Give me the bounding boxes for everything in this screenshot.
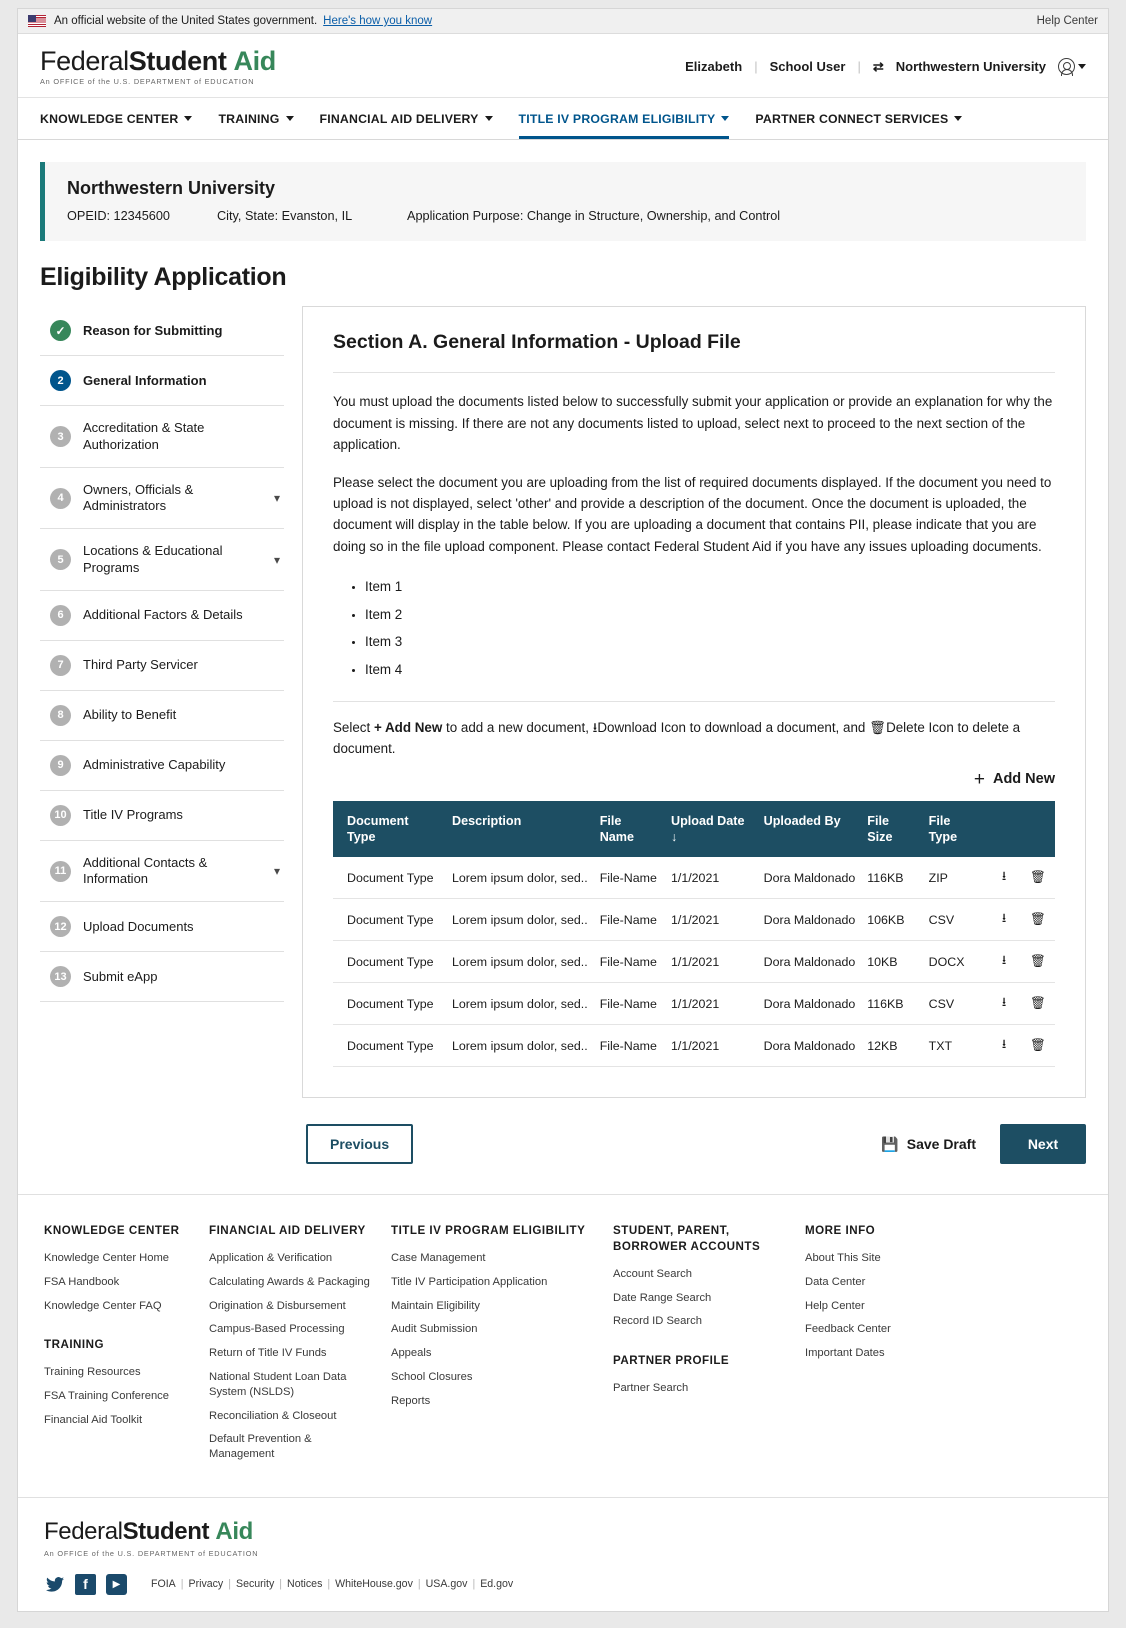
brand-word-federal: Federal: [40, 46, 129, 76]
chevron-down-icon: [286, 116, 294, 121]
column-header-delete: [1021, 801, 1055, 858]
nav-partner-connect-services[interactable]: [755, 98, 962, 139]
save-icon: 💾: [881, 1135, 899, 1152]
cell-upload-date: 1/1/2021: [665, 899, 758, 941]
gov-banner-text: An official website of the United States government.: [54, 15, 318, 27]
footer-link[interactable]: FSA Training Conference: [44, 1389, 169, 1402]
step-label: Third Party Servicer: [83, 657, 198, 673]
footer-link[interactable]: Reconciliation & Closeout: [209, 1409, 337, 1422]
site-header: [18, 34, 1108, 98]
sidebar-item-submit-eapp[interactable]: [40, 952, 284, 1002]
cell-description: Lorem ipsum dolor, sed..: [446, 857, 594, 899]
footer-link[interactable]: Application & Verification: [209, 1252, 333, 1265]
nav-knowledge-center[interactable]: [40, 98, 192, 139]
column-header-download: [987, 801, 1021, 858]
cell-document-type: Document Type: [333, 1025, 446, 1067]
sidebar-item-locations-educational-programs[interactable]: [40, 529, 284, 591]
sidebar-item-reason-for-submitting[interactable]: [40, 306, 284, 356]
header-organization: Northwestern University: [895, 59, 1046, 75]
switch-organization-icon[interactable]: ⇄: [872, 58, 884, 74]
footer-link[interactable]: Partner Search: [613, 1381, 689, 1394]
documents-table: [333, 801, 1055, 1068]
cell-file-type: DOCX: [923, 941, 987, 983]
required-document-list: [351, 573, 1055, 683]
legal-link-privacy[interactable]: Privacy: [188, 1578, 224, 1591]
government-banner: [18, 9, 1108, 34]
previous-button[interactable]: Previous: [306, 1124, 413, 1164]
footer-link[interactable]: Important Dates: [805, 1347, 885, 1360]
sidebar-item-accreditation-state-authorization[interactable]: [40, 406, 284, 468]
download-icon: ⭳: [592, 720, 598, 736]
footer-link[interactable]: Campus-Based Processing: [209, 1323, 345, 1336]
nav-label: TRAINING: [218, 111, 280, 126]
cell-file-type: CSV: [923, 983, 987, 1025]
legal-link-security[interactable]: Security: [236, 1578, 275, 1591]
chevron-down-icon[interactable]: ▾: [273, 864, 280, 879]
section-paragraph-1: You must upload the documents listed below to successfully submit your application or provide an explanation for why the document is missing. If there are not any documents listed to upload, select next to proceed to the next section of the application.: [333, 394, 1053, 453]
download-icon[interactable]: ⭳: [987, 899, 1021, 941]
cell-document-type: Document Type: [333, 857, 446, 899]
column-header-uploaded-by[interactable]: Uploaded By: [758, 801, 862, 858]
step-number-badge: 11: [50, 861, 71, 882]
cell-upload-date: 1/1/2021: [665, 1025, 758, 1067]
step-label: Ability to Benefit: [83, 707, 177, 723]
cell-document-type: Document Type: [333, 983, 446, 1025]
cell-file-name: File-Name: [594, 899, 665, 941]
download-icon[interactable]: ⭳: [987, 857, 1021, 899]
us-flag-icon: [28, 15, 46, 27]
header-user-role: School User: [769, 59, 846, 75]
footer-link[interactable]: Feedback Center: [805, 1323, 891, 1336]
step-label: Additional Contacts & Information: [83, 854, 208, 887]
step-label: Additional Factors & Details: [83, 607, 243, 623]
header-divider-1: |: [754, 59, 758, 75]
column-header-description[interactable]: Description: [446, 801, 594, 858]
cell-uploaded-by: Dora Maldonado: [758, 1025, 862, 1067]
facebook-icon[interactable]: f: [75, 1574, 96, 1595]
brand-word-aid: Aid: [215, 1517, 253, 1545]
sidebar-item-third-party-servicer[interactable]: [40, 641, 284, 691]
cell-file-type: TXT: [923, 1025, 987, 1067]
brand-tagline: An OFFICE of the U.S. DEPARTMENT of EDUCATION: [40, 77, 255, 86]
brand-word-student: Student: [122, 1517, 210, 1545]
table-row: [333, 983, 1055, 1025]
legal-link-edgov[interactable]: Ed.gov: [480, 1578, 514, 1591]
section-card: [302, 306, 1086, 1098]
table-row: [333, 857, 1055, 899]
footer-link[interactable]: Knowledge Center FAQ: [44, 1299, 162, 1312]
footer-link[interactable]: FSA Handbook: [44, 1275, 120, 1288]
header-account-area: [685, 58, 1086, 75]
footer-social-and-legal: [44, 1574, 1082, 1595]
how-you-know-link[interactable]: Here's how you know: [323, 15, 433, 27]
column-header-document-type[interactable]: Document Type: [333, 801, 446, 858]
column-header-upload-date[interactable]: [665, 801, 758, 858]
step-number-badge: 3: [50, 426, 71, 447]
sidebar-item-owners-officials-administrators[interactable]: [40, 468, 284, 530]
footer-link[interactable]: Appeals: [391, 1347, 432, 1360]
cell-file-name: File-Name: [594, 941, 665, 983]
save-draft-button[interactable]: [881, 1136, 976, 1153]
nav-financial-aid-delivery[interactable]: [320, 98, 493, 139]
footer-link[interactable]: Maintain Eligibility: [391, 1299, 480, 1312]
brand-word-federal: Federal: [44, 1517, 123, 1545]
cell-document-type: Document Type: [333, 941, 446, 983]
step-label: Upload Documents: [83, 918, 194, 934]
school-city-state: City, State: Evanston, IL: [217, 209, 353, 224]
step-label: General Information: [83, 372, 207, 388]
footer-column-knowledge-center: [44, 1223, 209, 1470]
download-icon[interactable]: ⭳: [987, 1025, 1021, 1067]
column-header-file-size[interactable]: File Size: [861, 801, 922, 858]
footer-link[interactable]: School Closures: [391, 1371, 473, 1384]
footer-column-more-info: [805, 1223, 965, 1470]
footer-link[interactable]: Help Center: [805, 1299, 865, 1312]
table-header-row: [333, 801, 1055, 858]
nav-title-iv-program-eligibility[interactable]: [519, 98, 730, 139]
cell-upload-date: 1/1/2021: [665, 983, 758, 1025]
cell-file-size: 12KB: [861, 1025, 922, 1067]
trash-icon[interactable]: 🗑: [1021, 899, 1055, 941]
legal-links: FOIA | Privacy | Security | Notices | WhiteHouse.gov | USA.gov | Ed.gov: [151, 1578, 514, 1591]
step-number-badge: 6: [50, 605, 71, 626]
nav-training[interactable]: [218, 98, 293, 139]
sidebar-item-ability-to-benefit[interactable]: [40, 691, 284, 741]
footer-link[interactable]: Origination & Disbursement: [209, 1299, 346, 1312]
footer-link[interactable]: National Student Loan Data System (NSLDS): [209, 1371, 347, 1398]
cell-upload-date: 1/1/2021: [665, 941, 758, 983]
footer-heading: KNOWLEDGE CENTER: [44, 1224, 180, 1238]
trash-icon: 🗑: [869, 720, 887, 736]
cell-uploaded-by: Dora Maldonado: [758, 983, 862, 1025]
school-name: Northwestern University: [67, 178, 276, 199]
chevron-down-icon: [485, 116, 493, 121]
step-number-badge: 12: [50, 916, 71, 937]
avatar-icon: [1058, 58, 1075, 75]
trash-icon[interactable]: 🗑: [1021, 1025, 1055, 1067]
footer-link[interactable]: Case Management: [391, 1252, 486, 1265]
cell-file-type: ZIP: [923, 857, 987, 899]
brand-tagline: An OFFICE of the U.S. DEPARTMENT of EDUCATION: [44, 1548, 259, 1558]
cell-file-name: File-Name: [594, 857, 665, 899]
cell-upload-date: 1/1/2021: [665, 857, 758, 899]
footer-column-financial-aid-delivery: [209, 1223, 391, 1470]
youtube-icon[interactable]: ▶: [106, 1574, 127, 1595]
app-window: [17, 8, 1109, 1612]
footer-link[interactable]: Default Prevention & Management: [209, 1433, 312, 1461]
header-divider-2: |: [857, 59, 861, 75]
trash-icon[interactable]: 🗑: [1021, 941, 1055, 983]
footer-link[interactable]: Knowledge Center Home: [44, 1252, 169, 1265]
step-label: Locations & Educational Programs: [83, 543, 223, 575]
table-row: [333, 899, 1055, 941]
legal-link-notices[interactable]: Notices: [287, 1578, 323, 1591]
cell-file-size: 106KB: [861, 899, 922, 941]
step-number-badge: ✓: [50, 320, 71, 341]
sort-descending-icon: ↓: [671, 830, 678, 845]
cell-file-size: 10KB: [861, 941, 922, 983]
sidebar-item-upload-documents[interactable]: [40, 902, 284, 952]
application-purpose: Application Purpose: Change in Structure, Ownership, and Control: [407, 209, 781, 224]
footer-heading: PARTNER PROFILE: [613, 1354, 730, 1368]
step-number-badge: 8: [50, 705, 71, 726]
table-row: [333, 1025, 1055, 1067]
legal-link-usagov[interactable]: USA.gov: [425, 1578, 468, 1591]
save-draft-label: Save Draft: [906, 1136, 976, 1153]
cell-description: Lorem ipsum dolor, sed..: [446, 941, 594, 983]
twitter-icon[interactable]: [44, 1574, 65, 1595]
add-new-label: Add New: [992, 771, 1055, 788]
school-context-banner: [40, 162, 1086, 241]
chevron-down-icon[interactable]: ▾: [273, 552, 280, 567]
header-user-name: Elizabeth: [685, 59, 743, 75]
table-row: [333, 941, 1055, 983]
step-label: Submit eApp: [83, 968, 158, 984]
footer-link[interactable]: Record ID Search: [613, 1315, 702, 1328]
column-header-upload-date-label: Upload Date: [671, 813, 745, 828]
footer-link[interactable]: About This Site: [805, 1252, 881, 1265]
footer-heading: STUDENT, PARENT, BORROWER ACCOUNTS: [613, 1224, 761, 1254]
divider: [333, 701, 1055, 702]
chevron-down-icon: [184, 116, 192, 121]
chevron-down-icon: [1078, 64, 1086, 69]
footer-links: [18, 1194, 1108, 1496]
step-number-badge: 7: [50, 655, 71, 676]
cell-file-size: 116KB: [861, 983, 922, 1025]
footer-heading: FINANCIAL AID DELIVERY: [209, 1224, 366, 1238]
cell-description: Lorem ipsum dolor, sed..: [446, 983, 594, 1025]
help-center-link[interactable]: Help Center: [1036, 15, 1098, 27]
step-number-badge: 2: [50, 370, 71, 391]
legend-add-new: + Add New: [373, 720, 443, 736]
legal-link-foia[interactable]: FOIA: [151, 1578, 176, 1591]
legend-download-label: Download Icon: [597, 720, 686, 736]
sidebar-item-administrative-capability[interactable]: [40, 741, 284, 791]
cell-description: Lorem ipsum dolor, sed..: [446, 899, 594, 941]
step-label: Reason for Submitting: [83, 322, 223, 338]
footer-link[interactable]: Return of Title IV Funds: [209, 1347, 327, 1360]
footer-link[interactable]: Calculating Awards & Packaging: [209, 1275, 370, 1288]
footer-link[interactable]: Data Center: [805, 1275, 866, 1288]
legend-text-mid2: to download a document, and: [685, 720, 870, 736]
section-heading: Section A. General Information - Upload File: [333, 331, 1055, 373]
nav-label: FINANCIAL AID DELIVERY: [319, 111, 479, 126]
footer-link[interactable]: Reports: [391, 1394, 431, 1407]
step-number-badge: 5: [50, 549, 71, 570]
trash-icon[interactable]: 🗑: [1021, 983, 1055, 1025]
legend-delete-label: Delete Icon: [886, 720, 954, 736]
account-menu-button[interactable]: [1058, 58, 1086, 75]
add-new-button[interactable]: [974, 770, 1055, 789]
footer-heading: TITLE IV PROGRAM ELIGIBILITY: [391, 1224, 586, 1238]
step-label: Accreditation & State Authorization: [83, 420, 205, 452]
table-instructions: [333, 718, 1055, 760]
legal-link-whitehouse[interactable]: WhiteHouse.gov: [335, 1578, 413, 1591]
cell-uploaded-by: Dora Maldonado: [758, 941, 862, 983]
step-number-badge: 13: [50, 966, 71, 987]
chevron-down-icon: [954, 116, 962, 121]
footer-link[interactable]: Audit Submission: [391, 1323, 478, 1336]
footer-link[interactable]: Training Resources: [44, 1366, 141, 1379]
legend-text-pre: Select: [333, 720, 374, 736]
footer-heading: MORE INFO: [805, 1224, 876, 1238]
list-item: • Item 4: [365, 656, 1055, 683]
step-label: Administrative Capability: [83, 757, 226, 773]
footer-bottom: [18, 1497, 1108, 1611]
list-item: • Item 1: [365, 573, 1055, 600]
footer-column-accounts: [613, 1223, 805, 1470]
plus-icon: +: [973, 768, 985, 790]
brand-word-aid: Aid: [233, 46, 276, 76]
nav-label: KNOWLEDGE CENTER: [40, 111, 179, 126]
cell-document-type: Document Type: [333, 899, 446, 941]
form-actions: [18, 1098, 1108, 1194]
brand-logo[interactable]: [40, 48, 276, 85]
list-item: • Item 2: [365, 601, 1055, 628]
legend-text-end: to delete a document.: [333, 720, 1021, 756]
step-label: Owners, Officials & Administrators: [83, 481, 194, 514]
download-icon[interactable]: ⭳: [987, 983, 1021, 1025]
download-icon[interactable]: ⭳: [987, 941, 1021, 983]
step-number-badge: 4: [50, 488, 71, 509]
step-number-badge: 10: [50, 805, 71, 826]
school-opeid: OPEID: 12345600: [67, 209, 170, 224]
sidebar-item-general-information[interactable]: [40, 356, 284, 406]
footer-heading: TRAINING: [44, 1338, 105, 1352]
trash-icon[interactable]: 🗑: [1021, 857, 1055, 899]
section-paragraph-2: Please select the document you are uploading from the list of required documents displayed. If the document you need to upload is not displayed, select 'other' and provide a description of the document. Once the document is uploaded, the document will display in the table below. If you are uploading a document that contains PII, please indicate that you are doing so in the file upload component. Please contact Federal Student Aid if you have any issues uploading documents.: [333, 474, 1052, 554]
cell-file-name: File-Name: [594, 1025, 665, 1067]
footer-link[interactable]: Title IV Participation Application: [391, 1275, 548, 1288]
cell-uploaded-by: Dora Maldonado: [758, 857, 862, 899]
sidebar-item-title-iv-programs[interactable]: [40, 791, 284, 841]
cell-file-size: 116KB: [861, 857, 922, 899]
next-button[interactable]: Next: [1000, 1124, 1086, 1164]
footer-column-title-iv-program-eligibility: [391, 1223, 613, 1470]
footer-link[interactable]: Account Search: [613, 1267, 692, 1280]
cell-description: Lorem ipsum dolor, sed..: [446, 1025, 594, 1067]
chevron-down-icon: [721, 116, 729, 121]
list-item: • Item 3: [365, 628, 1055, 655]
cell-file-name: File-Name: [594, 983, 665, 1025]
application-step-list: [40, 306, 284, 1002]
sidebar-item-additional-contacts-information[interactable]: [40, 841, 284, 903]
step-label: Title IV Programs: [83, 807, 183, 823]
brand-word-student: Student: [128, 46, 227, 76]
footer-brand-logo: [44, 1518, 1082, 1558]
sidebar-item-additional-factors-details[interactable]: [40, 591, 284, 641]
step-number-badge: 9: [50, 755, 71, 776]
footer-link[interactable]: Financial Aid Toolkit: [44, 1413, 143, 1426]
chevron-down-icon[interactable]: ▾: [273, 491, 280, 506]
legend-text-mid1: to add a new document,: [442, 720, 593, 736]
cell-file-type: CSV: [923, 899, 987, 941]
column-header-file-type[interactable]: File Type: [923, 801, 987, 858]
cell-uploaded-by: Dora Maldonado: [758, 899, 862, 941]
main-navigation: [18, 98, 1108, 140]
nav-label: PARTNER CONNECT SERVICES: [755, 111, 949, 126]
page-title: Eligibility Application: [40, 263, 287, 292]
footer-link[interactable]: Date Range Search: [613, 1291, 712, 1304]
main-content: [18, 306, 1108, 1098]
nav-label: TITLE IV PROGRAM ELIGIBILITY: [518, 111, 716, 126]
column-header-file-name[interactable]: File Name: [594, 801, 665, 858]
